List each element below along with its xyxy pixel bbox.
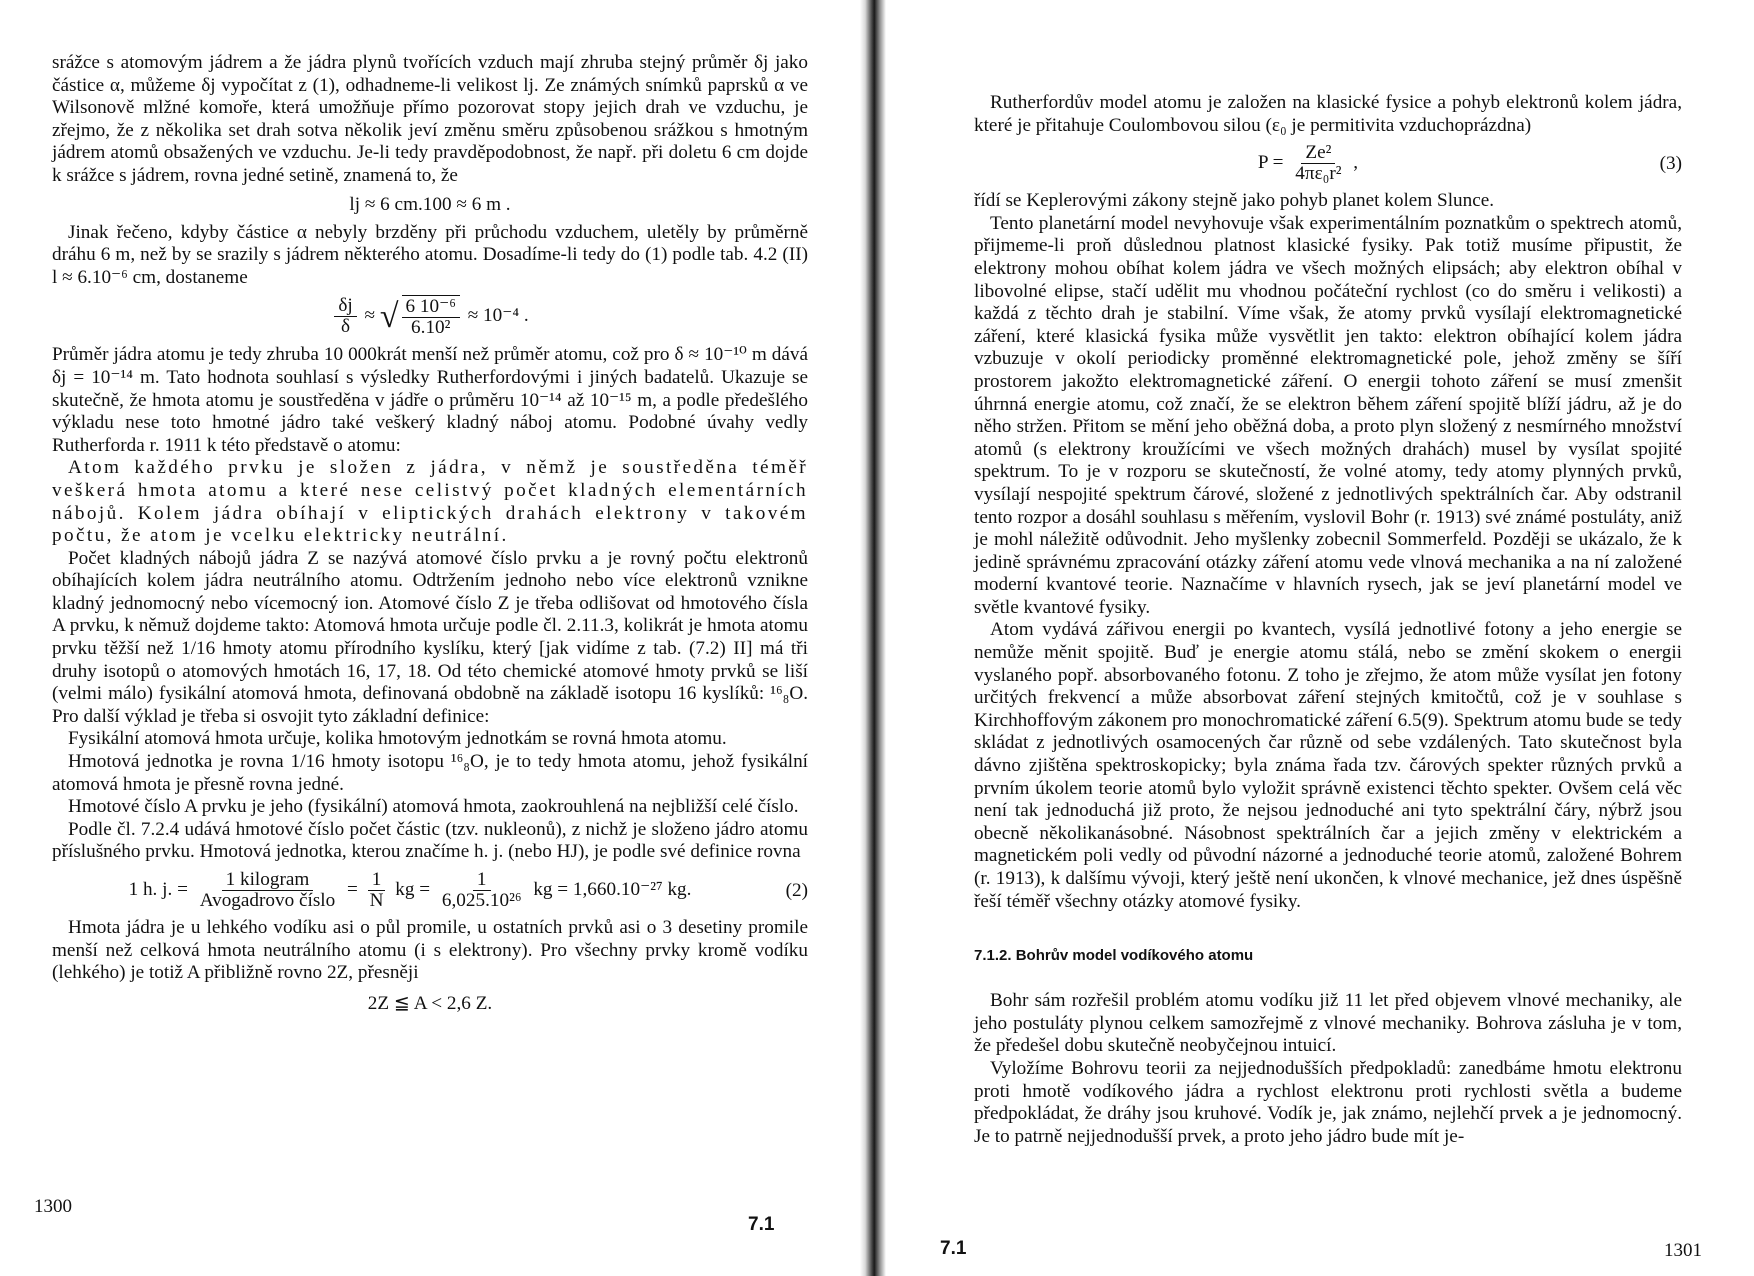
equation-hj: [52, 870, 808, 911]
equals-sign: =: [347, 878, 358, 900]
equation-number: (2): [785, 879, 808, 901]
right-text-column: [974, 92, 1682, 1148]
paragraph: Jinak řečeno, kdyby částice α nebyly brzděny při průchodu vzduchem, uletěly by průměrně dráhu 6 m, než by se srazily s jádrem některého atomu. Dosadíme-li tedy do (1) podle tab. 4.2 (II) l ≈ 6.10⁻⁶ cm, dostaneme: [52, 221, 808, 288]
paragraph: Bohr sám rozřešil problém atomu vodíku již 11 let před objevem vlnové mechaniky, ale jeho postuláty plynou celkem samozřejmě z vlnové mechaniky. Bohrova zásluha je v tom, že předešel dobu skutečně neobyčejnou intuicí.: [974, 990, 1682, 1057]
radical-sign-icon: √: [379, 297, 399, 335]
equation-comma: ,: [1353, 152, 1359, 174]
fraction-numerator: Ze²: [1301, 143, 1335, 164]
fraction-denominator: 4πε₀r²: [1295, 163, 1342, 185]
equation-2z: 2Z ≦ A < 2,6 Z.: [367, 992, 493, 1014]
fraction: [1291, 143, 1345, 184]
section-heading: 7.1.2. Bohrův model vodíkového atomu: [974, 947, 1254, 965]
approx-sign: ≈: [364, 305, 376, 327]
radicand-fraction: [402, 295, 460, 338]
fraction-numerator: 6 10⁻⁶: [402, 297, 460, 318]
left-page: [0, 0, 860, 1276]
equation-lj: lj ≈ 6 cm.100 ≈ 6 m .: [349, 193, 511, 215]
fraction: [366, 870, 388, 911]
square-root: [380, 295, 463, 338]
unit-kg: kg =: [395, 878, 431, 900]
fraction-numerator: 1: [368, 870, 386, 891]
section-label: 7.1: [940, 1238, 967, 1259]
paragraph: Počet kladných nábojů jádra Z se nazývá atomové číslo prvku a je rovný počtu elektronů obíhajících kolem jádra neutrálního atomu. Odtržením jednoho nebo více elektronů vznikne kladný jednomocný nebo vícemocný ion. Atomové číslo Z je třeba odlišovat od hmotového čísla A prvku, k němuž dojdeme takto: Atomová hmota určuje podle čl. 2.11.3, kolikrát je hmota atomu prvku těžší než 1/16 hmoty atomu přírodního kyslíku, který [jak vidíme z tab. (7.2) II] má tři druhy isotopů o atomových hmotách 16, 17, 18. Od této chemické atomové hmoty prvků se liší (velmi málo) fysikální atomová hmota, definovaná obdobně na základě isotopu 16 kyslíků: ¹⁶₈O. Pro další výklad je třeba si osvojit tyto základní definice:: [52, 547, 808, 727]
fraction-numerator: 1 kilogram: [222, 870, 314, 891]
paragraph: Hmotové číslo A prvku je jeho (fysikální) atomová hmota, zaokrouhlená na nejbližší celé číslo.: [68, 796, 799, 818]
fraction-numerator: δj: [334, 296, 356, 317]
equation-coulomb-body: [974, 143, 1642, 184]
paragraph: Tento planetární model nevyhovuje však experimentálním poznatkům o spektrech atomů, přijmeme-li proň důslednou platnost klasické fysiky. Pak totiž musíme připustit, že elektrony mohou obíhat kolem jádra ve všech možných elipsách; aby elektron obíhal v libovolné elipse, stačí udělit mu vhodnou počáteční rychlost (co do směru i velikosti) a každá z těchto drah je stabilní. Víme však, že atomy prvků vysílají elektromagnetické záření, které klasická fysika může vysvětlit jen takto: elektron obíhající kolem jádra vzbuzuje v okolí periodicky proměnné elektromagnetické pole, jehož změny se šíří prostorem jakožto elektromagnetické záření. O energii tohoto záření se musí zmenšit úhrnná energie atomu, což značí, že se elektron během záření spojitě blíží jádru, až je do něho stržen. Přitom se mění jeho oběžná doba, a proto plyn složený z nesmírného množství atomů (s elektrony kroužícími ve všech možných drahách) musel by vysílat spojité spektrum. To je v rozporu se skutečností, že volné atomy, tedy atomy plynných prvků, vysílají nespojité spektrum čárové, složené z jednotlivých spektrálních čar. Aby odstranil tento rozpor a dosáhl souhlasu s měřením, vyslovil Bohr (r. 1913) své známé postuláty, aniž je mohl náležitě odůvodnit. Jeho myšlenky zobecnil Sommerfeld. Později se ukázalo, že k jedině správnému zpracování otázky záření atomu vede vlnová mechanika a na ní založené moderní kvantové teorie. Naznačíme v hlavních rysech, jak se jeví planetární model ve světle kvantové fysiky.: [974, 212, 1682, 618]
fraction-denominator: N: [369, 890, 384, 911]
equation-lhs: 1 h. j. =: [128, 878, 188, 900]
paragraph: Hmotová jednotka je rovna 1/16 hmoty isotopu ¹⁶₈O, je to tedy hmota atomu, jehož fysikální atomová hmota je přesně rovna jedné.: [52, 751, 808, 795]
fraction-denominator: 6.10²: [411, 317, 451, 339]
paragraph: řídí se Keplerovými zákony stejně jako pohyb planet kolem Slunce.: [974, 190, 1495, 212]
paragraph: srážce s atomovým jádrem a že jádra plynů tvořících vzduch mají zhruba stejný průměr δj jako částice α, můžeme δj vypočítat z (1), odhadneme-li velikost lj. Ze známých snímků paprsků α ve Wilsonově mlžné komoře, která umožňuje přímo pozorovat stopy jejich drah ve vzduchu, je zřejmo, že z několika set drah sotva několik jeví změnu směru způsobenou srážkou s hmotným jádrem atomů obsažených ve vzduchu. Je-li tedy pravděpodobnost, že např. při doletu 6 cm dojde k srážce s jádrem, rovna jedné setině, znamená to, že: [52, 52, 808, 186]
paragraph: Hmota jádra je u lehkého vodíku asi o půl promile, u ostatních prvků asi o 3 desetiny promile menší než celková hmota neutrálního atomu (i s elektrony). Pro všechny prvky kromě vodíku (lehkého) je totiž A přibližně rovno 2Z, přesněji: [52, 917, 808, 984]
paragraph: Průměr jádra atomu je tedy zhruba 10 000krát menší než průměr atomu, což pro δ ≈ 10⁻¹⁰ m dává δj = 10⁻¹⁴ m. Tato hodnota souhlasí s výsledky Rutherfordovými i jiných badatelů. Ukazuje se skutečně, že hmota atomu je soustředěna v jádře o průměru 10⁻¹⁴ až 10⁻¹⁵ m, a podle předešlého výkladu nese toto hmotné jádro také veškerý kladný náboj atomu. Podobné úvahy vedly Rutherforda r. 1911 k této představě o atomu:: [52, 344, 808, 456]
equation-rhs: kg = 1,660.10⁻²⁷ kg.: [533, 878, 692, 900]
fraction-numerator: 1: [473, 870, 491, 891]
section-label: 7.1: [748, 1214, 775, 1235]
fraction-denominator: δ: [341, 316, 351, 338]
fraction: [334, 296, 356, 337]
right-page: [886, 0, 1754, 1276]
equation-lhs: P =: [1257, 152, 1284, 174]
paragraph: Podle čl. 7.2.4 udává hmotové číslo počet částic (tzv. nukleonů), z nichž je složeno jádro atomu příslušného prvku. Hmotová jednotka, kterou značíme h. j. (nebo HJ), je podle své definice rovna: [52, 818, 808, 863]
fraction-denominator: Avogadrovo číslo: [199, 890, 336, 911]
fraction: [196, 870, 340, 911]
equation-number: (3): [1659, 152, 1682, 174]
left-text-column: [52, 52, 808, 1021]
paragraph: Rutherfordův model atomu je založen na klasické fysice a pohyb elektronů kolem jádra, které je přitahuje Coulombovou silou (ε₀ je permitivita vzduchoprázdna): [974, 92, 1682, 136]
paragraph: Fysikální atomová hmota určuje, kolika hmotovým jednotkám se rovná hmota atomu.: [68, 728, 727, 750]
page-number: 1300: [34, 1196, 72, 1217]
rutherford-statement: Atom každého prvku je složen z jádra, v němž je soustředěna téměř veškerá hmota atomu a které nese celistvý počet kladných elementárních nábojů. Kolem jádra obíhají v eliptických drahách elektrony v takovém počtu, že atom je vcelku elektricky neutrální.: [52, 457, 808, 547]
equation-coulomb: [974, 143, 1682, 184]
book-gutter: [860, 0, 886, 1276]
equation-rhs: ≈ 10⁻⁴ .: [467, 305, 529, 327]
paragraph: Atom vydává zářivou energii po kvantech, vysílá jednotlivé fotony a jeho energie se nemůže měnit spojitě. Buď je energie atomu stálá, nebo se změní skokem o energii vyslaného popř. absorbovaného fotonu. Z toho je zřejmo, že atom může vysílat jen fotony určitých frekvencí a může absorbovat záření stejných kmitočtů, což je v souhlase s Kirchhoffovým zákonem pro monochromatické záření 6.5(9). Spektrum atomu bude se tedy skládat z jednotlivých osamocených čar různě od sebe vzdálených. Tato skutečnost byla dávno zjištěna spektroskopicky; byla známa řada tzv. čárových spekter různých prvků a prvním úkolem teorie atomů bylo vyložit správně existenci těchto spekter. Ovšem celá věc není tak jednoduchá již proto, že nejsou jednoduché ani tyto spektrální čáry, nýbrž jsou obecně několikanásobné. Násobnost spektrálních čar a jejich změny v elektrickém a magnetickém poli vedly od původní názorné a jednoduché teorie atomů, založené Bohrem (r. 1913), k dalšímu vývoji, který ještě není ukončen, k vlnové mechanice, jež dnes úspěšně řeší téměř všechny otázky atomové fysiky.: [974, 619, 1682, 912]
page-number: 1301: [1664, 1240, 1702, 1261]
fraction-denominator: 6,025.10²⁶: [441, 890, 522, 911]
equation-hj-body: [52, 870, 768, 911]
fraction: [438, 870, 526, 911]
paragraph: Vyložíme Bohrovu teorii za nejjednodušších předpokladů: zanedbáme hmotu elektronu proti hmotě vodíkového jádra a rychlost elektronu proti rychlosti světla a budeme předpokládat, že dráhy jsou kruhové. Vodík je, jak známo, nejlehčí prvek a je jednomocný. Je to patrně nejjednodušší prvek, a proto jeho jádro bude mít je-: [974, 1057, 1682, 1147]
equation-ratio: [52, 295, 808, 338]
